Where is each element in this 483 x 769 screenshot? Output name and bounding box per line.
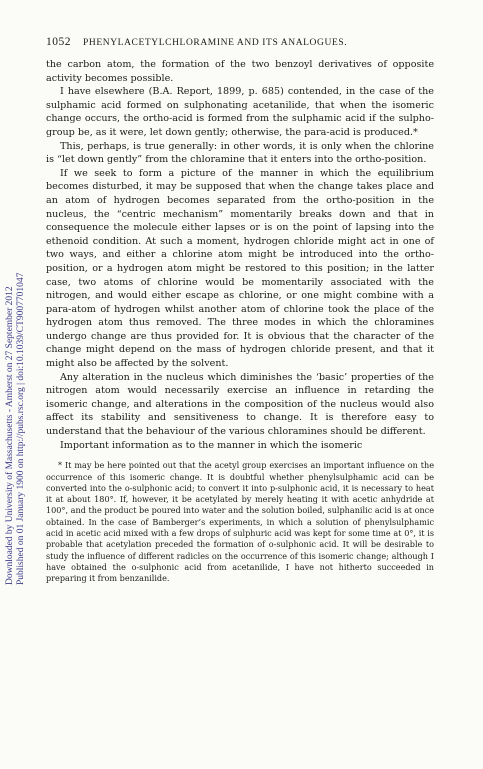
paragraph: I have elsewhere (B.A. Report, 1899, p. 685) contended, in the case of the sulphamic acid formed on sulphonating acetanilide, that when the isomeric change occurs, the ortho-acid is formed from the sulphamic acid if the sulpho-group be, as it were, let down gently; otherwise, the para-acid is produced.* — [46, 86, 434, 138]
paragraph-continued: the carbon atom, the formation of the two benzoyl derivatives of opposite activity becomes possible. — [46, 59, 434, 84]
paragraph: If we seek to form a picture of the manner in which the equilibrium becomes disturbed, it may be supposed that when the change takes place and an atom of hydrogen becomes separated from the ortho-position in the nucleus, the “centric mechanism” momentarily breaks down and that in consequence the molecule either lapses or is on the point of lapsing into the ethenoid condition. At such a moment, hydrogen chloride might act in one of two ways, and either a chlorine atom might be introduced into the ortho-position, or a hydrogen atom might be restored to this position; in the latter case, two atoms of chlorine would be momentarily associated with the nitrogen, and would either escape as chlorine, or one might combine with a para-atom of hydrogen whilst another atom of chlorine took the place of the hydrogen atom thus removed. The three modes in which the chloramines undergo change are thus provided for. It is obvious that the character of the change might depend on the mass of hydrogen chloride present, and that it might also be affected by the solvent. — [46, 167, 434, 370]
article-body — [46, 58, 434, 452]
running-title: PHENYLACETYLCHLORAMINE AND ITS ANALOGUES. — [83, 38, 348, 48]
paragraph: Important information as to the manner in which the isomeric — [60, 439, 363, 451]
page-number: 1052 — [46, 36, 71, 48]
footnote-block — [46, 460, 434, 584]
footnote: * It may be here pointed out that the acetyl group exercises an important influence on the occurrence of this isomeric change. It is doubtful whether phenylsulphamic acid can be converted into the o-sulphonic acid; to convert it into p-sulphonic acid, it is necessary to heat it at about 180°. If, however, it be acetylated by merely heating it with acetic anhydride at 100°, and the product be poured into water and the solution boiled, sulphanilic acid is at once obtained. In the case of Bamberger’s experiments, in which a solution of phenylsulphamic acid in acetic acid mixed with a few drops of sulphuric acid was kept for some time at 0°, it is probable that acetylation preceded the formation of o-sulphonic acid. It will be desirable to study the influence of different radicles on the occurrence of this isomeric change; although I have obtained the o-sulphonic acid from acetanilide, I have not hitherto succeeded in preparing it from benzanilide. — [46, 460, 434, 584]
download-watermark — [2, 150, 28, 590]
running-header — [46, 36, 434, 48]
publication-notice: Published on 01 January 1900 on http://pubs.rsc.org | doi:10.1039/CT9007701047 — [16, 272, 26, 585]
paragraph: This, perhaps, is true generally: in other words, it is only when the chlorine is “let down gently” from the chloramine that it enters into the ortho-position. — [46, 140, 434, 166]
download-notice: Downloaded by University of Massachusetts - Amherst on 27 September 2012 — [5, 286, 15, 585]
journal-page — [46, 36, 434, 584]
paragraph: Any alteration in the nucleus which diminishes the ‘basic’ properties of the nitrogen atom would necessarily exercise an influence in retarding the isomeric change, and alterations in the composition of the nucleus would also affect its stability and sensitiveness to change. It is therefore easy to understand that the behaviour of the various chloramines should be different. — [46, 371, 434, 438]
